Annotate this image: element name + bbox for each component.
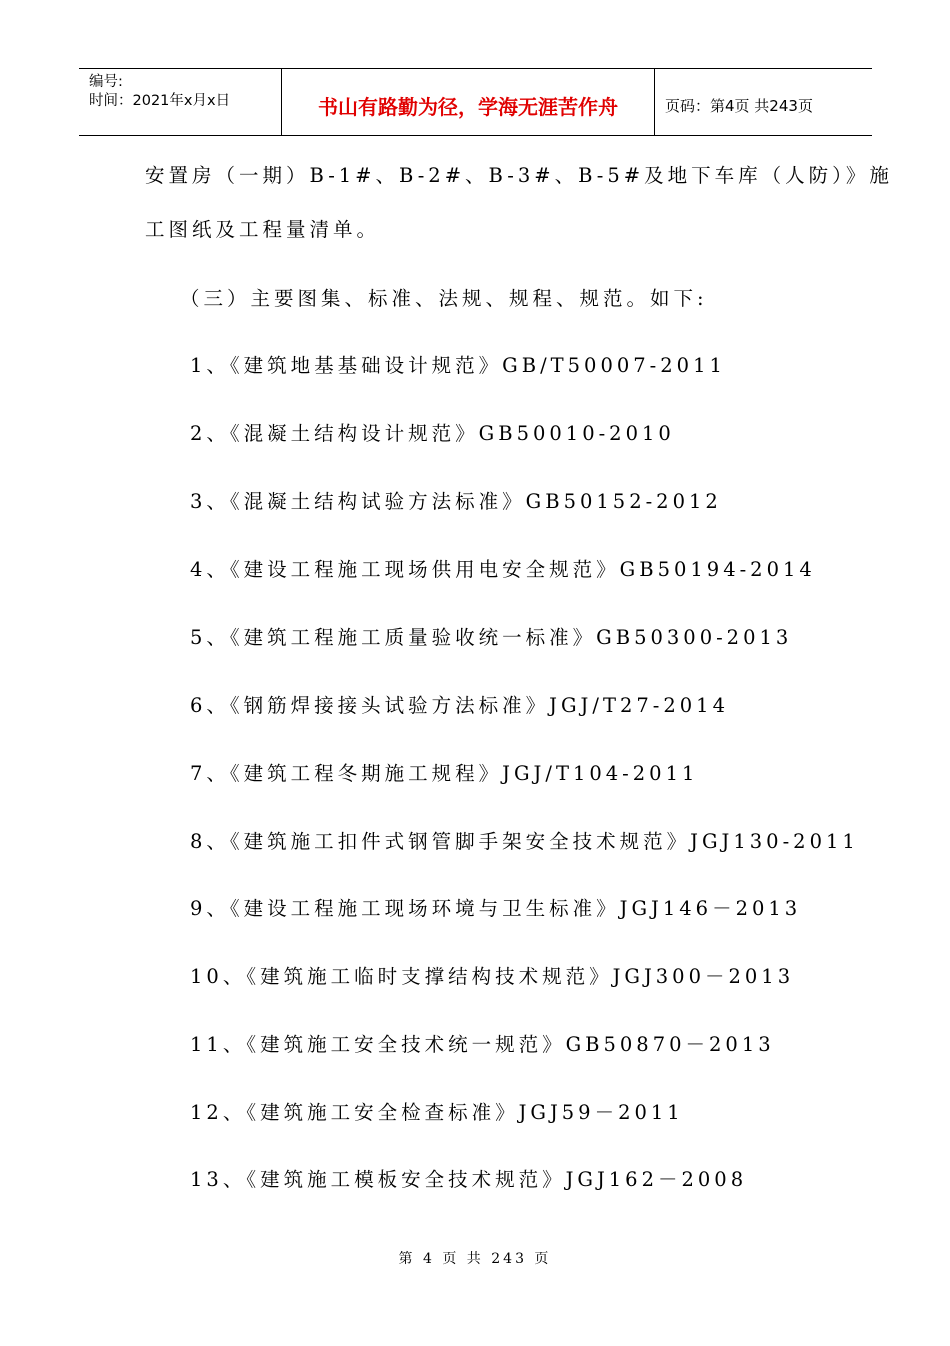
- list-item: 1、《建筑地基基础设计规范》GB/T50007-2011: [190, 354, 726, 377]
- header-motto: 书山有路勤为径，学海无涯苦作舟: [282, 69, 655, 135]
- page-footer: 第 4 页 共 243 页: [398, 1251, 552, 1267]
- list-item: 8、《建筑施工扣件式钢管脚手架安全技术规范》JGJ130-2011: [190, 830, 859, 853]
- list-item: 13、《建筑施工模板安全技术规范》JGJ162－2008: [190, 1168, 748, 1191]
- page-header: [79, 68, 872, 136]
- list-item: 6、《钢筋焊接接头试验方法标准》JGJ/T27-2014: [190, 694, 729, 717]
- serial-number-label: 编号:: [89, 74, 123, 90]
- list-item: 9、《建设工程施工现场环境与卫生标准》JGJ146－2013: [190, 897, 802, 920]
- intro-line-2: 工图纸及工程量清单。: [145, 218, 381, 241]
- list-item: 12、《建筑施工安全检查标准》JGJ59－2011: [190, 1101, 684, 1124]
- date-label: 时间：2021年x月x日: [89, 93, 231, 109]
- header-page-info: 页码：第4页 共243页: [665, 96, 813, 115]
- list-item: 3、《混凝土结构试验方法标准》GB50152-2012: [190, 490, 722, 513]
- intro-line-1: 安置房（一期）B-1#、B-2#、B-3#、B-5#及地下车库（人防）》施: [145, 164, 893, 187]
- list-item: 2、《混凝土结构设计规范》GB50010-2010: [190, 422, 675, 445]
- list-item: 7、《建筑工程冬期施工规程》JGJ/T104-2011: [190, 762, 699, 785]
- section-heading: （三）主要图集、标准、法规、规程、规范。如下:: [180, 287, 708, 310]
- header-meta: [79, 69, 282, 135]
- list-item: 11、《建筑施工安全技术统一规范》GB50870－2013: [190, 1033, 775, 1056]
- list-item: 10、《建筑施工临时支撑结构技术规范》JGJ300－2013: [190, 965, 795, 988]
- list-item: 5、《建筑工程施工质量验收统一标准》GB50300-2013: [190, 626, 793, 649]
- list-item: 4、《建设工程施工现场供用电安全规范》GB50194-2014: [190, 558, 816, 581]
